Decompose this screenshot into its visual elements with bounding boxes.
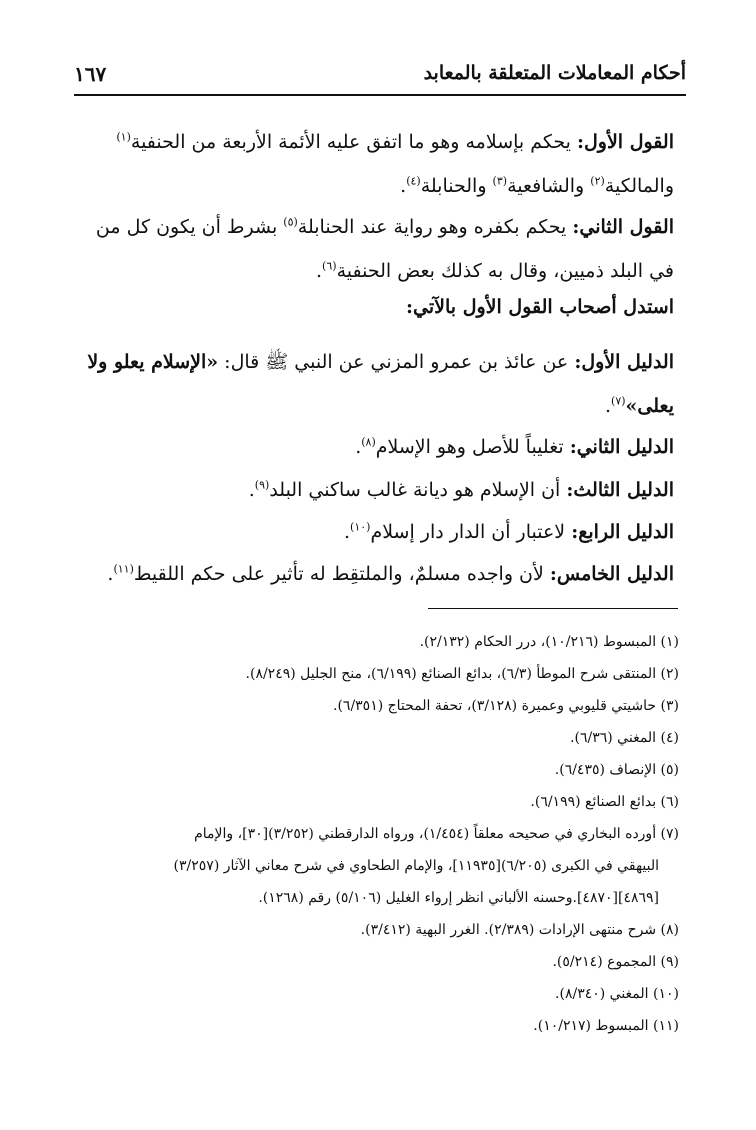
footnote: (٤) المغني (٦/٣٦). (570, 730, 679, 746)
footnote-ref: (٧) (611, 394, 626, 408)
hadith-quote: «الإسلام يعلو ولا (87, 351, 219, 373)
footnote-ref: (٣) (492, 174, 508, 188)
footnote: (٣) حاشيتي قليوبي وعميرة (٣/١٢٨)، تحفة المحتاج (٦/٣٥١). (333, 698, 679, 714)
text-run: . (343, 521, 351, 543)
footnote: (٨) شرح منتهى الإرادات (٢/٣٨٩). الغرر البهية (٣/٤١٢). (360, 922, 679, 938)
text-line (74, 510, 674, 554)
text-run: تغليباً للأصل وهو الإسلام (375, 436, 570, 458)
footnote-ref: (٤) (406, 174, 421, 188)
evidence-label: الدليل الرابع: (571, 521, 674, 543)
footnote: (١) المبسوط (١٠/٢١٦)، درر الحكام (٢/١٣٢). (419, 634, 679, 650)
text-run: لاعتبار أن الدار دار إسلام (370, 521, 572, 543)
footnote-ref: (٦) (322, 259, 337, 273)
text-run: أن الإسلام هو ديانة غالب ساكني البلد (269, 479, 567, 501)
footnotes (74, 626, 679, 1042)
footnote: (١١) المبسوط (١٠/٢١٧). (533, 1018, 679, 1034)
text-run: يحكم بكفره وهو رواية عند الحنابلة (297, 216, 573, 238)
section-heading: استدل أصحاب القول الأول بالآتي: (406, 296, 674, 318)
evidence-first (74, 340, 674, 428)
footnote: (٧) أورده البخاري في صحيحه معلقاً (١/٤٥٤)، ورواه الدارقطني (٣/٢٥٢)[٣٠]، والإمام (194, 826, 679, 842)
footnote-continuation: البيهقي في الكبرى (٦/٢٠٥)[١١٩٣٥]، والإمام الطحاوي في شرح معاني الآثار (٣/٢٥٧) (173, 858, 659, 874)
evidence-label: الدليل الخامس: (549, 563, 674, 585)
footnote-ref: (٩) (254, 478, 270, 492)
text-run: . (107, 563, 114, 585)
footnote-ref: (١١) (113, 562, 134, 576)
footnote: (٩) المجموع (٥/٢١٤). (552, 954, 679, 970)
text-line (74, 384, 674, 428)
footnote-ref: (٥) (283, 215, 298, 229)
footnote-ref: (١٠) (350, 520, 371, 534)
footnote: (٥) الإنصاف (٦/٤٣٥). (554, 762, 679, 778)
text-run: في البلد ذميين، وقال به كذلك بعض الحنفية (336, 260, 674, 282)
text-line (74, 552, 674, 596)
text-run: لأن واجده مسلمٌ، والملتقِط له تأثير على حكم اللقيط (133, 563, 550, 585)
footnote: (٢) المنتقى شرح الموطأ (٦/٣)، بدائع الصنائع (٦/١٩٩)، منح الجليل (٨/٢٤٩). (245, 666, 679, 682)
hadith-quote: يعلى» (625, 395, 674, 417)
text-line (74, 340, 674, 384)
evidence-fourth (74, 510, 674, 554)
footnote: (٦) بدائع الصنائع (٦/١٩٩). (530, 794, 679, 810)
evidence-second (74, 425, 674, 469)
text-run: . (248, 479, 255, 501)
text-run: . (400, 175, 407, 197)
text-line (74, 249, 674, 293)
text-run: بشرط أن يكون كل من (95, 216, 284, 238)
text-line (74, 120, 674, 164)
footnote: (١٠) المغني (٨/٣٤٠). (555, 986, 679, 1002)
evidence-label: الدليل الثالث: (566, 479, 674, 501)
page-number: ١٦٧ (74, 62, 107, 86)
text-run: . (604, 395, 612, 417)
footnote-ref: (٢) (590, 174, 605, 188)
text-line (74, 425, 674, 469)
header-title: أحكام المعاملات المتعلقة بالمعابد (423, 62, 686, 84)
text-run: يحكم بإسلامه وهو ما اتفق عليه الأئمة الأربعة من الحنفية (130, 131, 577, 153)
footnote-ref: (١) (116, 130, 131, 144)
text-run: والمالكية (604, 175, 674, 197)
running-header (74, 58, 686, 96)
evidence-label: الدليل الأول: (574, 351, 674, 373)
paragraph-second-opinion (74, 205, 674, 293)
evidence-third (74, 468, 674, 512)
opinion-label: القول الأول: (576, 131, 674, 153)
text-run: عن عائذ بن عمرو المزني عن النبي ﷺ قال: (218, 351, 575, 373)
opinion-label: القول الثاني: (572, 216, 674, 238)
text-run: والشافعية (507, 175, 591, 197)
text-line (74, 164, 674, 208)
text-run: والحنابلة (420, 175, 493, 197)
text-run: . (355, 436, 362, 458)
paragraph-first-opinion (74, 120, 674, 208)
text-line (74, 205, 674, 249)
evidence-label: الدليل الثاني: (569, 436, 674, 458)
footnote-continuation: [٤٨٦٩][٤٨٧٠].وحسنه الألباني انظر إرواء الغليل (٥/١٠٦) رقم (١٢٦٨). (258, 890, 659, 906)
footnote-ref: (٨) (361, 435, 376, 449)
text-line (74, 468, 674, 512)
footnote-separator (428, 608, 678, 609)
evidence-fifth (74, 552, 674, 596)
text-run: . (316, 260, 323, 282)
